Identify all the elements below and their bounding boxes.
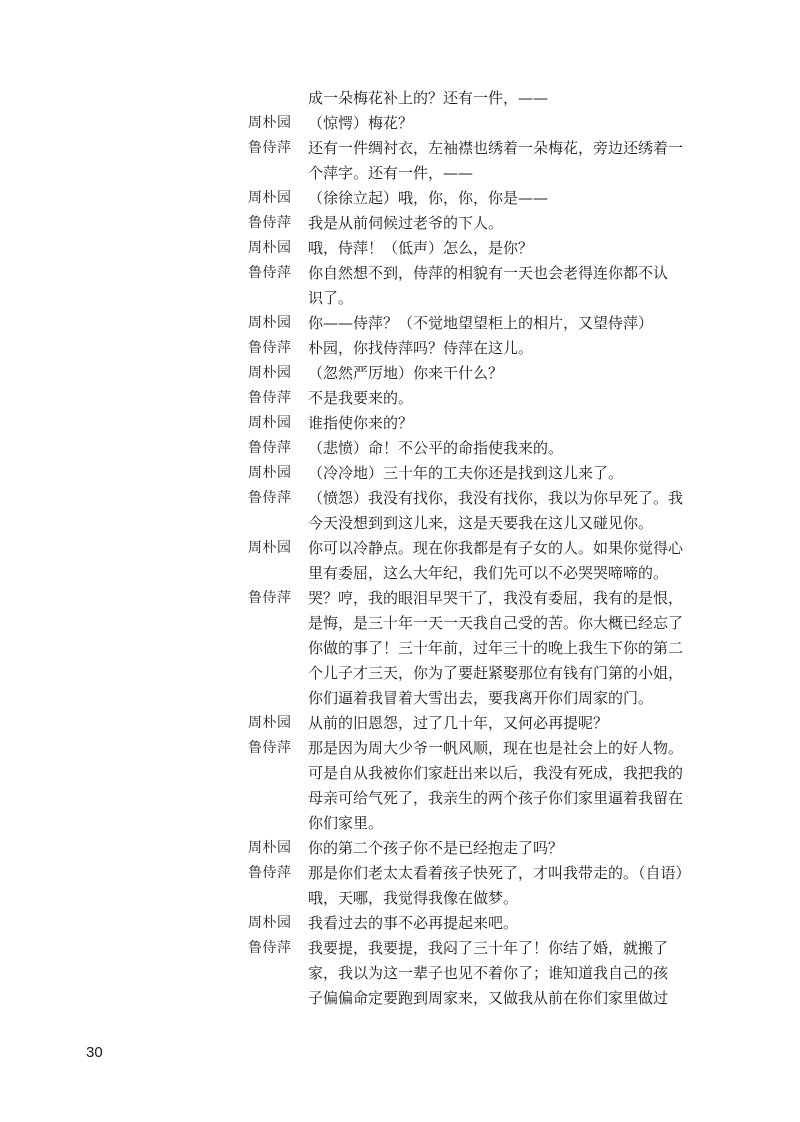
dialogue-entry [248,86,718,111]
dialogue-entry [248,836,718,861]
page-number: 30 [86,1044,103,1061]
dialogue-entry [248,361,718,386]
dialogue-entry [248,236,718,261]
speech-text: 你自然想不到，侍萍的相貌有一天也会老得连你都不认 识了。 [308,264,669,307]
speaker-name: 周朴园 [248,315,292,331]
speech-text: （悲愤）命！不公平的命指使我来的。 [308,439,564,457]
speech-text: （惊愕）梅花？ [308,114,414,132]
speech-text: 你——侍萍？（不觉地望望柜上的相片，又望侍萍） [308,314,654,332]
speaker-name: 周朴园 [248,715,292,731]
dialogue-entry [248,386,718,411]
dialogue-entry [248,461,718,486]
speech-text: 不是我要来的。 [308,389,414,407]
dialogue-entry [248,936,718,1011]
dialogue-entry [248,336,718,361]
dialogue-entry [248,136,718,186]
dialogue-entry [248,536,718,586]
speaker-name: 鲁侍萍 [248,940,292,956]
speaker-name: 周朴园 [248,540,292,556]
dialogue-entry [248,736,718,836]
dialogue-entry [248,261,718,311]
speech-text: 你可以冷静点。现在你我都是有子女的人。如果你觉得心 里有委屈，这么大年纪，我们先可以不必哭哭啼啼的。 [308,539,684,582]
speech-text: （徐徐立起）哦，你，你，你是—— [308,189,549,207]
speaker-name: 周朴园 [248,115,292,131]
speech-text: 从前的旧恩怨，过了几十年，又何必再提呢？ [308,714,609,732]
speaker-name: 鲁侍萍 [248,590,292,606]
speaker-name: 周朴园 [248,465,292,481]
speech-text: 我看过去的事不必再提起来吧。 [308,914,519,932]
speech-text: （忽然严厉地）你来干什么？ [308,364,504,382]
speech-text: 谁指使你来的？ [308,414,414,432]
dialogue-entry [248,586,718,711]
speaker-name: 周朴园 [248,415,292,431]
speech-text: （冷冷地）三十年的工夫你还是找到这儿来了。 [308,464,624,482]
speech-text: 我是从前伺候过老爷的下人。 [308,214,504,232]
dialogue-entry [248,411,718,436]
speech-text: 还有一件绸衬衣，左袖襟也绣着一朵梅花，旁边还绣着一 个萍字。还有一件，—— [308,139,684,182]
dialogue-entry [248,436,718,461]
speaker-name: 鲁侍萍 [248,390,292,406]
dialogue-entry [248,186,718,211]
speech-text: 你的第二个孩子你不是已经抱走了吗？ [308,839,564,857]
speech-text: 哭？哼，我的眼泪早哭干了，我没有委屈，我有的是恨， 是悔，是三十年一天一天我自己受的苦。你大概已经忘了 你做的事了！三十年前，过年三十的晚上我生下你的第二 个儿子才三天，你为了要赶紧娶那位有钱有门第的小姐， 你们逼着我冒着大雪出去，要我离开你们周家的门。 [308,589,684,707]
speaker-name: 鲁侍萍 [248,340,292,356]
speaker-name: 周朴园 [248,840,292,856]
speech-text: 成一朵梅花补上的？还有一件，—— [308,89,549,107]
speaker-name: 周朴园 [248,365,292,381]
speaker-name: 鲁侍萍 [248,440,292,456]
speech-text: 那是你们老太太看着孩子快死了，才叫我带走的。（自语） 哦，天哪，我觉得我像在做梦。 [308,864,691,907]
dialogue-entry [248,111,718,136]
dialogue-entry [248,311,718,336]
speech-text: 那是因为周大少爷一帆风顺，现在也是社会上的好人物。 可是自从我被你们家赶出来以后，我没有死成，我把我的 母亲可给气死了，我亲生的两个孩子你们家里逼着我留在 你们家里。 [308,739,684,832]
dialogue-entry [248,211,718,236]
speaker-name: 鲁侍萍 [248,865,292,881]
dialogue-entry [248,911,718,936]
speaker-name: 鲁侍萍 [248,265,292,281]
dialogue-entry [248,486,718,536]
speech-text: 哦，侍萍！（低声）怎么，是你？ [308,239,534,257]
dialogue-entry [248,711,718,736]
speech-text: 朴园，你找侍萍吗？侍萍在这儿。 [308,339,534,357]
speaker-name: 周朴园 [248,915,292,931]
speech-text: 我要提，我要提，我闷了三十年了！你结了婚，就搬了 家，我以为这一辈子也见不着你了；谁知道我自己的孩 子偏偏命定要跑到周家来，又做我从前在你们家里做过 [308,939,669,1007]
speaker-name: 鲁侍萍 [248,215,292,231]
speaker-name: 鲁侍萍 [248,740,292,756]
speaker-name: 鲁侍萍 [248,140,292,156]
speaker-name: 鲁侍萍 [248,490,292,506]
speaker-name: 周朴园 [248,240,292,256]
speech-text: （愤怨）我没有找你，我没有找你，我以为你早死了。我 今天没想到到这儿来，这是天要我在这儿又碰见你。 [308,489,684,532]
script-body [248,86,718,1011]
speaker-name: 周朴园 [248,190,292,206]
dialogue-entry [248,861,718,911]
